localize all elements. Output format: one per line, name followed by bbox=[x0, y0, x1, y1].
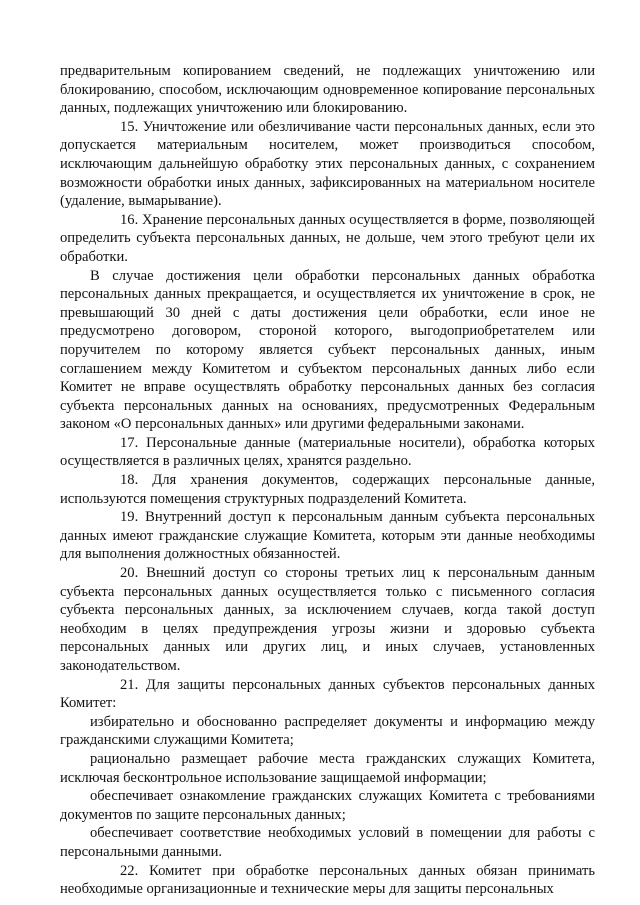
paragraph-text: Персональные данные (материальные носители), обработка которых осуществляется в различных целях, хранятся раздельно. bbox=[60, 434, 595, 470]
paragraph-22 bbox=[60, 862, 595, 899]
paragraph-19 bbox=[60, 508, 595, 564]
paragraph-text: Уничтожение или обезличивание части персональных данных, если это допускается материальным носителем, может производиться способом, исключающим дальнейшую обработку этих персональных данных, с сохранением возможности обработки иных данных, зафиксированных на материальном носителе (удаление, вымарывание). bbox=[60, 118, 595, 210]
paragraph-20 bbox=[60, 564, 595, 676]
list-item bbox=[60, 824, 595, 861]
paragraph-text: Для защиты персональных данных субъектов персональных данных Комитет: bbox=[60, 676, 595, 712]
list-item bbox=[60, 750, 595, 787]
list-item bbox=[60, 713, 595, 750]
paragraph-21 bbox=[60, 676, 595, 713]
paragraph-number: 19. bbox=[120, 509, 139, 526]
paragraph-text: В случае достижения цели обработки персональных данных обработка персональных данных прекращается, и осуществляется их уничтожение в срок, не превышающий 30 дней с даты достижения цели обработки, если иное не предусмотрено договором, стороной которого, выгодоприобретателем или поручителем по которому является субъект персональных данных, иным соглашением между Комитетом и субъектом персональных данных либо если Комитет не вправе осуществлять обработку персональных данных без согласия субъекта персональных данных на основаниях, предусмотренных Федеральным законом «О персональных данных» или другими федеральными законами. bbox=[60, 267, 595, 433]
paragraph-number: 21. bbox=[120, 676, 139, 693]
paragraph-17 bbox=[60, 434, 595, 471]
paragraph-text: Комитет при обработке персональных данных обязан принимать необходимые организационные и технические меры для защиты персональных bbox=[60, 862, 595, 898]
paragraph-18 bbox=[60, 471, 595, 508]
paragraph-number: 18. bbox=[120, 472, 139, 489]
paragraph-text: обеспечивает соответствие необходимых условий в помещении для работы с персональными данными. bbox=[60, 825, 595, 860]
list-item bbox=[60, 787, 595, 824]
paragraph-text: избирательно и обоснованно распределяет документы и информацию между гражданскими служащими Комитета; bbox=[60, 713, 595, 749]
paragraph-text: обеспечивает ознакомление гражданских служащих Комитета с требованиями документов по защите персональных данных; bbox=[60, 788, 595, 823]
paragraph-16 bbox=[60, 211, 595, 267]
paragraph-text: рационально размещает рабочие места гражданских служащих Комитета, исключая бесконтрольное использование защищаемой информации; bbox=[60, 750, 595, 786]
paragraph-text: Для хранения документов, содержащих персональные данные, используются помещения структурных подразделений Комитета. bbox=[60, 472, 595, 507]
paragraph-number: 22. bbox=[120, 862, 139, 879]
paragraph-number: 20. bbox=[120, 565, 139, 582]
paragraph-text: Внешний доступ со стороны третьих лиц к персональным данным субъекта персональных данных осуществляется только с письменного согласия субъекта персональных данных, за исключением случаев, когда такой доступ необходим в целях предупреждения угрозы жизни и здоровью субъекта персональных данных или других лиц, и иных случаев, установленных законодательством. bbox=[60, 565, 595, 674]
paragraph-16-continuation bbox=[60, 267, 595, 434]
paragraph-number: 15. bbox=[120, 118, 139, 135]
document-page bbox=[60, 62, 595, 899]
paragraph-1 bbox=[60, 62, 595, 118]
paragraph-number: 16. bbox=[120, 211, 139, 228]
paragraph-text: предварительным копированием сведений, не подлежащих уничтожению или блокированию, способом, исключающим одновременное копирование персональных данных, подлежащих уничтожению или блокированию. bbox=[60, 63, 595, 117]
paragraph-15 bbox=[60, 118, 595, 211]
paragraph-number: 17. bbox=[120, 434, 139, 451]
paragraph-text: Хранение персональных данных осуществляется в форме, позволяющей определить субъекта персональных данных, не дольше, чем этого требуют цели их обработки. bbox=[60, 211, 595, 265]
paragraph-text: Внутренний доступ к персональным данным субъекта персональных данных имеют гражданские служащие Комитета, которым эти данные необходимы для выполнения должностных обязанностей. bbox=[60, 509, 595, 563]
